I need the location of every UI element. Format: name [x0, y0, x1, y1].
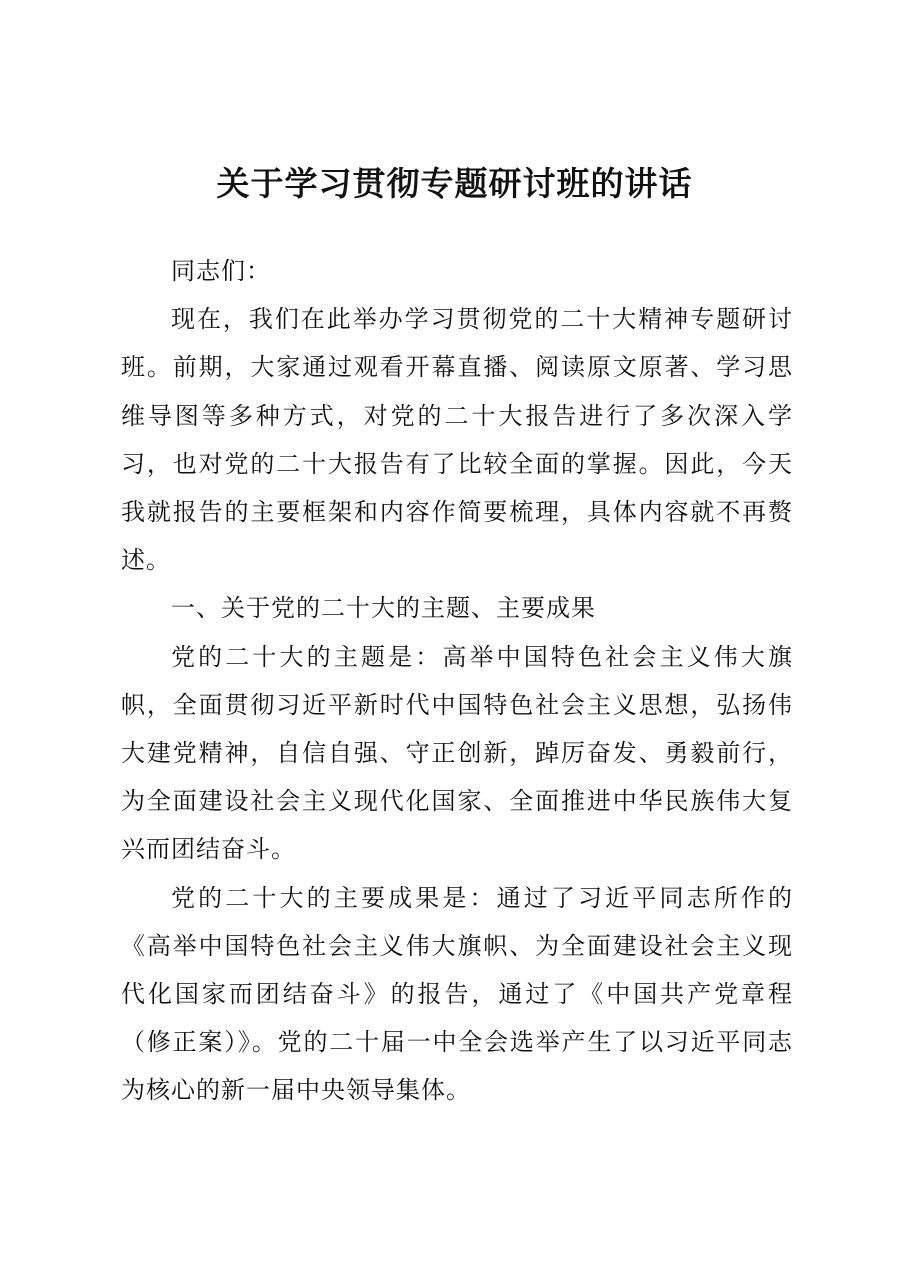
paragraph-intro: 现在，我们在此举办学习贯彻党的二十大精神专题研讨班。前期，大家通过观看开幕直播、阅读原文原著、学习思维导图等多种方式，对党的二十大报告进行了多次深入学习，也对党的二十大报告有了比较全面的掌握。因此，今天我就报告的主要框架和内容作简要梳理，具体内容就不再赘述。	[121, 305, 793, 575]
paragraph-theme: 党的二十大的主题是：高举中国特色社会主义伟大旗帜，全面贯彻习近平新时代中国特色社会主义思想，弘扬伟大建党精神，自信自强、守正创新，踔厉奋发、勇毅前行，为全面建设社会主义现代化国家、全面推进中华民族伟大复兴而团结奋斗。	[121, 642, 793, 864]
document-body	[121, 247, 793, 1115]
salutation: 同志们：	[171, 257, 271, 285]
paragraph-results: 党的二十大的主要成果是：通过了习近平同志所作的《高举中国特色社会主义伟大旗帜、为全面建设社会主义现代化国家而团结奋斗》的报告，通过了《中国共产党章程（修正案）》。党的二十届一中全会选举产生了以习近平同志为核心的新一届中央领导集体。	[121, 883, 793, 1105]
document-title: 关于学习贯彻专题研讨班的讲话	[216, 164, 693, 203]
section-heading-1: 一、关于党的二十大的主题、主要成果	[171, 594, 596, 623]
